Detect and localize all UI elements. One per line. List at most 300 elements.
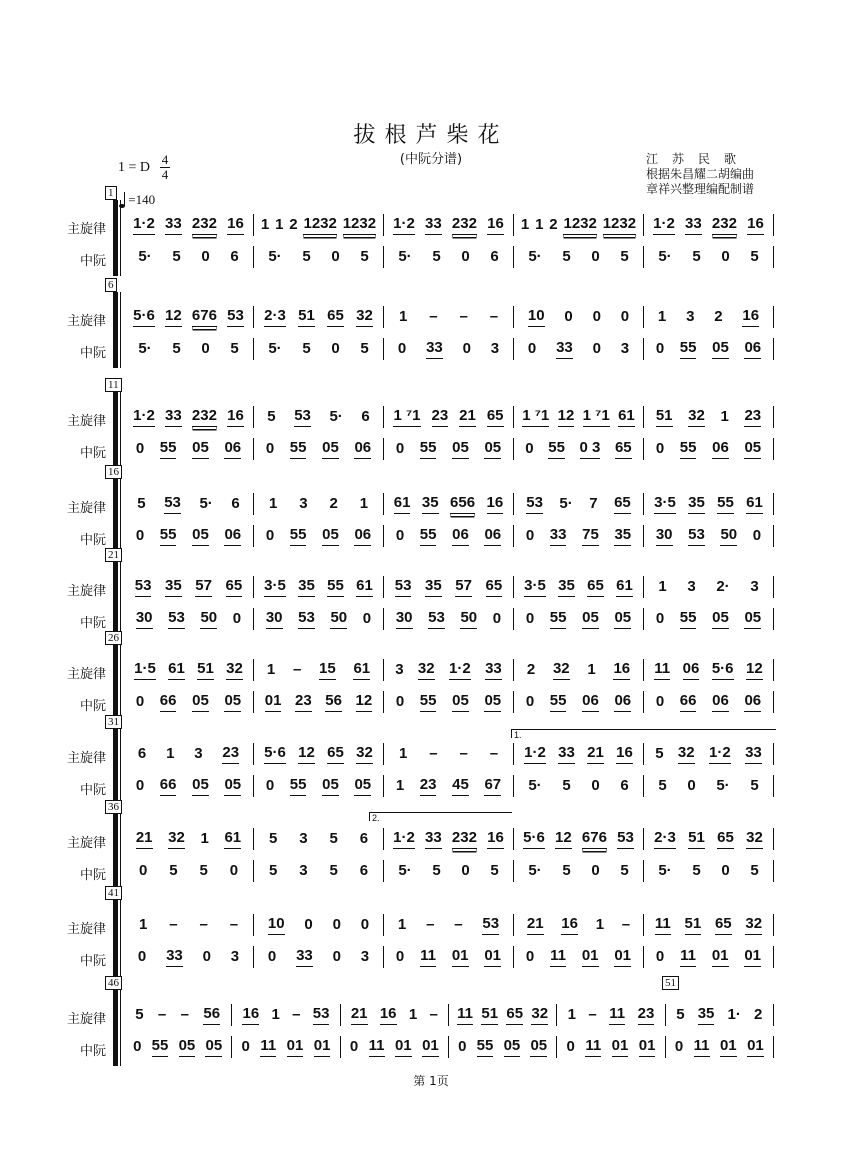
measure — [384, 493, 514, 515]
note: 0 — [360, 915, 370, 933]
note: 3 — [299, 494, 308, 512]
note: 5· — [398, 247, 412, 265]
note: 6 — [361, 407, 370, 425]
measure — [124, 860, 254, 882]
note: 61 — [353, 660, 370, 680]
note: 05 — [744, 609, 761, 629]
note: 5· — [398, 861, 412, 879]
note: 5 — [135, 1005, 144, 1023]
note: 53 — [298, 609, 315, 629]
note: 5 — [302, 247, 311, 265]
note: 5 — [490, 861, 499, 879]
note: 0 — [202, 947, 211, 965]
note: 53 — [428, 609, 445, 629]
note: 5 — [692, 247, 701, 265]
note: 01 — [744, 947, 761, 967]
part-label-melody: 主旋律 — [66, 836, 106, 851]
note: 55 — [477, 1037, 494, 1057]
measure — [124, 608, 254, 630]
note: 06 — [224, 439, 241, 459]
system-bracket — [113, 200, 118, 276]
measure — [254, 691, 384, 713]
note: 33 — [685, 215, 702, 235]
measure — [449, 1036, 557, 1058]
note: 1· — [727, 1005, 741, 1023]
note: 06 — [683, 660, 700, 680]
note: 05 — [452, 692, 469, 712]
note: 0 — [137, 947, 147, 965]
measure — [644, 860, 774, 882]
note: 05 — [322, 526, 339, 546]
note: 1 — [567, 1005, 576, 1023]
note: 11 — [369, 1037, 385, 1057]
part-label-zhongruan: 中阮 — [79, 533, 106, 548]
melody-row — [124, 406, 774, 428]
note: 1 — [260, 215, 270, 233]
measure — [124, 775, 254, 797]
key-signature: 1 = D — [118, 160, 151, 175]
note: 33 — [165, 407, 182, 427]
note: 21 — [136, 829, 153, 849]
measure — [514, 860, 644, 882]
note: – — [454, 915, 463, 933]
note: 53 — [135, 577, 152, 597]
melody-row — [124, 828, 774, 850]
note: 10 — [528, 307, 545, 327]
system-bracket-line — [120, 990, 121, 1066]
note: 0 3 — [580, 439, 601, 459]
note: – — [459, 744, 468, 762]
note: 65 — [486, 577, 503, 597]
measure — [514, 214, 644, 236]
note: 2 — [329, 494, 338, 512]
system-bracket-line — [120, 814, 121, 890]
measure-number: 6 — [105, 278, 117, 292]
note: 5 — [137, 494, 146, 512]
note: 23 — [432, 407, 449, 427]
note: 55 — [152, 1037, 169, 1057]
note: 6 — [359, 861, 369, 879]
first-ending: 1. — [511, 729, 776, 738]
note: 0 — [752, 526, 762, 544]
note: 23 — [420, 776, 437, 796]
measure-number: 1 — [105, 186, 117, 200]
part-label-melody: 主旋律 — [66, 314, 106, 329]
system-bracket-line — [120, 645, 121, 721]
note: 5 — [658, 776, 667, 794]
note: 23 — [638, 1005, 655, 1025]
measure — [644, 608, 774, 630]
note: 5· — [658, 247, 672, 265]
note: 0 — [721, 247, 730, 265]
note: 5· — [559, 494, 573, 512]
note: 1 — [595, 915, 605, 933]
note: 51 — [298, 307, 315, 327]
note: 12 — [746, 660, 763, 680]
note: 0 — [395, 947, 405, 965]
system-bracket — [113, 292, 118, 368]
melody-row — [124, 214, 774, 236]
note: 1232 — [603, 215, 636, 235]
measure — [254, 946, 384, 968]
note: 5 — [172, 339, 181, 357]
note: 65 — [226, 577, 243, 597]
part-label-zhongruan: 中阮 — [79, 699, 106, 714]
note: 35 — [425, 577, 442, 597]
note: 5 — [655, 744, 664, 762]
score-system — [0, 887, 862, 984]
note: 33 — [556, 339, 573, 359]
note: 55 — [680, 439, 697, 459]
note: 30 — [656, 526, 673, 546]
measure — [254, 828, 384, 850]
note: 5·6 — [264, 744, 286, 764]
note: 1 — [268, 494, 278, 512]
note: 1 — [200, 829, 209, 847]
system-bracket — [113, 990, 118, 1066]
note: 55 — [420, 439, 437, 459]
part-label-zhongruan: 中阮 — [79, 616, 106, 631]
note: 06 — [744, 692, 761, 712]
note: 0 — [362, 609, 372, 627]
note: 5· — [716, 776, 730, 794]
note: 0 — [492, 609, 502, 627]
note: 61 — [746, 494, 763, 514]
note: – — [169, 915, 178, 933]
note: 1 — [359, 494, 369, 512]
note: 06 — [354, 439, 371, 459]
note: – — [180, 1005, 189, 1023]
part-label-melody: 主旋律 — [66, 414, 106, 429]
part-label-zhongruan: 中阮 — [79, 446, 106, 461]
system-bracket-line — [120, 392, 121, 468]
note: 5 — [172, 247, 181, 265]
score-system — [0, 716, 862, 813]
measure — [514, 525, 644, 547]
note: 32 — [688, 407, 705, 427]
measure — [124, 493, 254, 515]
measure — [644, 946, 774, 968]
note: 06 — [224, 526, 241, 546]
note: 06 — [582, 692, 599, 712]
note: 30 — [136, 609, 153, 629]
system-bracket-line — [120, 562, 121, 638]
note: 57 — [195, 577, 212, 597]
note: 5 — [692, 861, 701, 879]
note: 6 — [490, 247, 499, 265]
note: 2 — [754, 1005, 763, 1023]
note: 3 — [360, 947, 370, 965]
part-label-melody: 主旋律 — [66, 222, 106, 237]
measure — [384, 246, 514, 268]
zhongruan-row — [124, 338, 774, 360]
zhongruan-row — [124, 438, 774, 460]
arranger-line-2: 章祥兴整理编配制谱 — [646, 182, 755, 196]
measure — [557, 1004, 665, 1026]
note: 0 — [525, 526, 535, 544]
note: – — [621, 915, 631, 933]
note: 05 — [452, 439, 469, 459]
note: 05 — [712, 339, 729, 359]
note: 65 — [587, 577, 604, 597]
note: 1 ⁷1 — [583, 407, 610, 427]
note: 0 — [461, 861, 470, 879]
note: 61 — [224, 829, 241, 849]
part-label-zhongruan: 中阮 — [79, 1044, 106, 1059]
note: 21 — [351, 1005, 368, 1025]
system-bracket — [113, 392, 118, 468]
measure — [644, 828, 774, 850]
note: 32 — [356, 307, 373, 327]
note: 0 — [397, 339, 407, 357]
note: 0 — [525, 947, 535, 965]
measure — [232, 1036, 340, 1058]
note: 53 — [294, 407, 311, 427]
zhongruan-row — [124, 525, 774, 547]
note: 2 — [549, 215, 558, 233]
note: 16 — [747, 215, 764, 235]
note: 05 — [192, 776, 209, 796]
note: 3 — [194, 744, 203, 762]
note: 32 — [226, 660, 243, 680]
measure — [644, 246, 774, 268]
measure — [644, 493, 774, 515]
measure-number: 36 — [105, 800, 122, 814]
measure — [124, 406, 254, 428]
note: 05 — [224, 692, 241, 712]
note: 0 — [135, 692, 145, 710]
note: 0 — [331, 339, 340, 357]
note: 1 — [720, 407, 729, 425]
note: 05 — [504, 1037, 521, 1057]
note: 5 — [329, 829, 338, 847]
measure — [644, 691, 774, 713]
note: 1·2 — [133, 407, 155, 427]
measure — [644, 914, 774, 936]
measure — [124, 743, 254, 765]
note: 0 — [525, 439, 534, 457]
system-bracket — [113, 900, 118, 976]
measure — [124, 1004, 232, 1026]
score-title: 拔根芦柴花 — [353, 123, 509, 148]
note: 11 — [585, 1037, 601, 1057]
note: 5 — [268, 829, 278, 847]
note: 0 — [525, 609, 535, 627]
note: 5· — [658, 861, 672, 879]
note: 33 — [425, 215, 442, 235]
measure — [384, 743, 514, 765]
note: 3 — [686, 307, 695, 325]
part-label-zhongruan: 中阮 — [79, 254, 106, 269]
note: 0 — [592, 307, 601, 325]
note: 5 — [676, 1005, 685, 1023]
measure — [341, 1036, 449, 1058]
time-sig-bottom: 4 — [161, 167, 169, 182]
tempo-value: =140 — [128, 192, 156, 207]
note: 0 — [265, 526, 275, 544]
measure — [232, 1004, 340, 1026]
note: 51 — [685, 915, 702, 935]
melody-row — [124, 306, 774, 328]
note: 21 — [527, 915, 544, 935]
note: 65 — [715, 915, 732, 935]
note: 61 — [168, 660, 185, 680]
note: 30 — [396, 609, 413, 629]
system-bracket-line — [120, 200, 121, 276]
note: 55 — [680, 339, 697, 359]
note: 1·2 — [393, 829, 415, 849]
note: 1 — [398, 307, 408, 325]
note: 2·3 — [654, 829, 676, 849]
note: 01 — [612, 1037, 629, 1057]
measure — [514, 493, 644, 515]
measure — [384, 691, 514, 713]
note: 1 — [587, 660, 596, 678]
note: 05 — [530, 1037, 547, 1057]
measure — [514, 828, 644, 850]
note: 6 — [359, 829, 369, 847]
note: 53 — [313, 1005, 330, 1025]
measure — [341, 1004, 449, 1026]
note: 3·5 — [264, 577, 286, 597]
note: 0 — [133, 1037, 142, 1055]
note: 1·5 — [134, 660, 156, 680]
measure — [254, 406, 384, 428]
note: 16 — [487, 215, 504, 235]
note: 16 — [561, 915, 578, 935]
part-label-melody: 主旋律 — [66, 751, 106, 766]
measure — [666, 1036, 774, 1058]
note: 50 — [720, 526, 737, 546]
note: 06 — [354, 526, 371, 546]
melody-row — [124, 576, 774, 598]
note: 61 — [394, 494, 411, 514]
note: 33 — [296, 947, 313, 967]
measure — [124, 246, 254, 268]
note: 16 — [613, 660, 630, 680]
note: 05 — [205, 1037, 222, 1057]
note: 16 — [380, 1005, 397, 1025]
measure — [254, 246, 384, 268]
note: 0 — [201, 339, 210, 357]
measure — [384, 828, 514, 850]
time-sig-top: 4 — [161, 152, 169, 167]
note: 0 — [229, 861, 239, 879]
note: 0 — [135, 526, 145, 544]
note: 5· — [528, 776, 542, 794]
score-system — [0, 801, 862, 898]
zhongruan-row — [124, 946, 774, 968]
note: 75 — [582, 526, 599, 546]
note: 5· — [199, 494, 213, 512]
note: 0 — [655, 609, 665, 627]
system-bracket — [113, 479, 118, 555]
note: 5· — [528, 247, 542, 265]
measure — [514, 775, 644, 797]
measure — [384, 525, 514, 547]
note: 01 — [614, 947, 631, 967]
note: 51 — [656, 407, 673, 427]
note: 0 — [232, 609, 242, 627]
zhongruan-row — [124, 1036, 774, 1058]
measure — [644, 525, 774, 547]
measure — [124, 525, 254, 547]
note: 01 — [265, 692, 282, 712]
note: 0 — [527, 339, 537, 357]
note: 05 — [354, 776, 371, 796]
note: 01 — [422, 1037, 439, 1057]
note: 35 — [688, 494, 705, 514]
measure — [254, 576, 384, 598]
note: 32 — [418, 660, 435, 680]
measure — [644, 406, 774, 428]
part-label-melody: 主旋律 — [66, 922, 106, 937]
note: 0 — [267, 947, 277, 965]
note: 05 — [192, 526, 209, 546]
note: – — [429, 1005, 438, 1023]
part-label-zhongruan: 中阮 — [79, 346, 106, 361]
note: 32 — [746, 829, 763, 849]
measure — [124, 691, 254, 713]
measure — [557, 1036, 665, 1058]
note: – — [199, 915, 208, 933]
note: 1 — [138, 915, 148, 933]
note: 21 — [587, 744, 604, 764]
note: 56 — [325, 692, 342, 712]
note: – — [292, 1005, 301, 1023]
melody-row — [124, 659, 774, 681]
note: 06 — [712, 692, 729, 712]
measure — [514, 743, 644, 765]
note: 50 — [460, 609, 477, 629]
measure — [384, 775, 514, 797]
note: 33 — [165, 215, 182, 235]
note: 65 — [327, 307, 344, 327]
note: 5 — [199, 861, 208, 879]
note: 06 — [452, 526, 469, 546]
note: 1232 — [563, 215, 596, 235]
measure — [514, 246, 644, 268]
note: 6 — [137, 744, 147, 762]
note: 0 — [332, 947, 341, 965]
measure — [124, 306, 254, 328]
measure — [124, 438, 254, 460]
note: 66 — [680, 692, 697, 712]
measure — [644, 438, 774, 460]
zhongruan-row — [124, 691, 774, 713]
note: 0 — [304, 915, 313, 933]
measure-number: 16 — [105, 465, 122, 479]
measure-number: 21 — [105, 548, 122, 562]
part-label-zhongruan: 中阮 — [79, 868, 106, 883]
note: 3 — [687, 577, 696, 595]
measure — [644, 576, 774, 598]
system-bracket-line — [120, 292, 121, 368]
note: 0 — [458, 1037, 467, 1055]
measure — [124, 914, 254, 936]
note: 5· — [138, 247, 152, 265]
measure — [666, 1004, 774, 1026]
note: 6 — [231, 494, 240, 512]
note: 1 — [520, 215, 530, 233]
note: 0 — [265, 439, 275, 457]
note: 5· — [528, 861, 542, 879]
note: 33 — [550, 526, 567, 546]
note: 56 — [203, 1005, 220, 1025]
note: 05 — [484, 692, 501, 712]
note: 0 — [655, 439, 665, 457]
note: 66 — [160, 776, 177, 796]
